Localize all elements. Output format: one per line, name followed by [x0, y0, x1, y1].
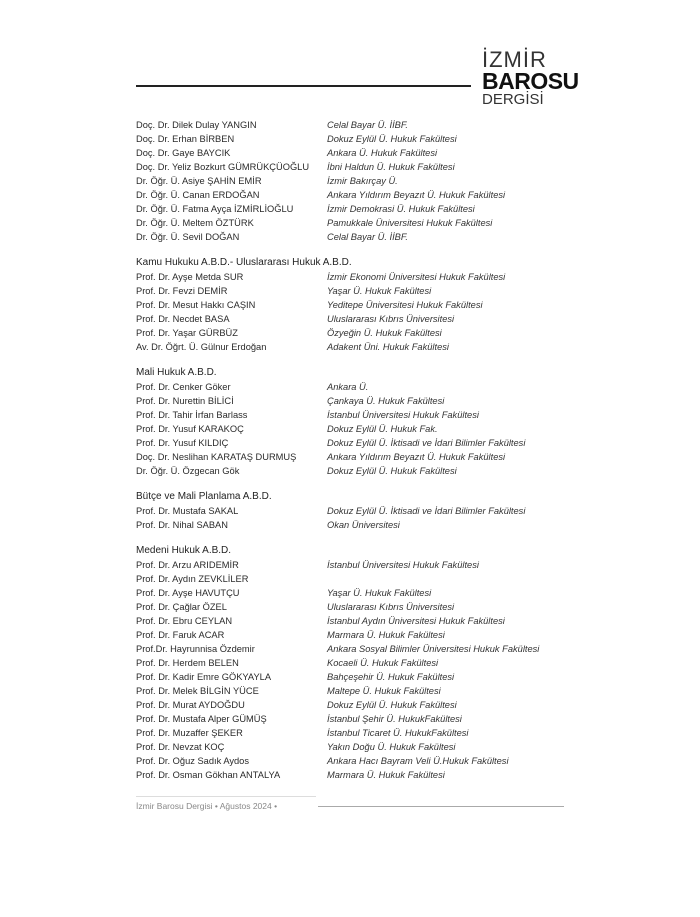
member-institution: Yaşar Ü. Hukuk Fakültesi	[327, 588, 432, 598]
member-institution: Maltepe Ü. Hukuk Fakültesi	[327, 686, 441, 696]
section-heading: Mali Hukuk A.B.D.	[136, 367, 217, 378]
member-institution: Dokuz Eylül Ü. Hukuk Fak.	[327, 424, 438, 434]
member-name: Prof. Dr. Ayşe Metda SUR	[136, 272, 244, 282]
member-institution: Çankaya Ü. Hukuk Fakültesi	[327, 396, 445, 406]
member-institution: Ankara Sosyal Bilimler Üniversitesi Hukuk Fakültesi	[327, 644, 540, 654]
footer-rule	[318, 806, 564, 807]
list-item	[136, 740, 576, 754]
member-name: Prof. Dr. Tahir İrfan Barlass	[136, 410, 248, 420]
member-institution: Dokuz Eylül Ü. İktisadi ve İdari Bilimler Fakültesi	[327, 438, 526, 448]
member-name: Prof. Dr. Necdet BASA	[136, 314, 230, 324]
member-name: Prof. Dr. Muzaffer ŞEKER	[136, 728, 243, 738]
list-item	[136, 464, 576, 478]
member-name: Doç. Dr. Gaye BAYCIK	[136, 148, 231, 158]
list-item	[136, 558, 576, 572]
member-institution: Ankara Ü.	[327, 382, 369, 392]
member-name: Doç. Dr. Yeliz Bozkurt GÜMRÜKÇÜOĞLU	[136, 162, 310, 172]
member-name: Doç. Dr. Neslihan KARATAŞ DURMUŞ	[136, 452, 297, 462]
member-institution: İzmir Ekonomi Üniversitesi Hukuk Fakültesi	[327, 272, 506, 282]
member-name: Prof. Dr. Faruk ACAR	[136, 630, 225, 640]
member-institution: Ankara Hacı Bayram Veli Ü.Hukuk Fakültesi	[327, 756, 509, 766]
member-institution: Uluslararası Kıbrıs Üniversitesi	[327, 602, 455, 612]
member-name: Prof. Dr. Mustafa SAKAL	[136, 506, 239, 516]
member-institution: Ankara Yıldırım Beyazıt Ü. Hukuk Fakültesi	[327, 452, 506, 462]
editorial-board-list	[136, 118, 576, 782]
member-name: Prof. Dr. Cenker Göker	[136, 382, 231, 392]
member-name: Prof. Dr. Murat AYDOĞDU	[136, 700, 245, 710]
member-institution: Yeditepe Üniversitesi Hukuk Fakültesi	[327, 300, 483, 310]
list-item	[136, 146, 576, 160]
member-name: Prof. Dr. Herdem BELEN	[136, 658, 239, 668]
member-name: Prof. Dr. Nurettin BİLİCİ	[136, 396, 234, 406]
member-institution: Adakent Üni. Hukuk Fakültesi	[327, 342, 449, 352]
member-institution: Kocaeli Ü. Hukuk Fakültesi	[327, 658, 439, 668]
list-item	[136, 698, 576, 712]
list-item	[136, 298, 576, 312]
list-item	[136, 326, 576, 340]
member-name: Prof. Dr. Kadir Emre GÖKYAYLA	[136, 672, 272, 682]
member-name: Prof. Dr. Mesut Hakkı CAŞIN	[136, 300, 256, 310]
list-item	[136, 670, 576, 684]
section-heading: Kamu Hukuku A.B.D.- Uluslararası Hukuk A.B.D.	[136, 257, 352, 268]
list-item	[136, 340, 576, 354]
list-item	[136, 408, 576, 422]
member-institution: Celal Bayar Ü. İİBF.	[327, 120, 408, 130]
member-institution: Dokuz Eylül Ü. Hukuk Fakültesi	[327, 700, 457, 710]
member-institution: İbni Haldun Ü. Hukuk Fakültesi	[327, 162, 455, 172]
logo-line-dergisi: DERGİSİ	[482, 91, 544, 108]
member-institution: İstanbul Üniversitesi Hukuk Fakültesi	[327, 410, 479, 420]
list-item	[136, 380, 576, 394]
member-name: Prof. Dr. Mustafa Alper GÜMÜŞ	[136, 714, 267, 724]
member-institution: Ankara Yıldırım Beyazıt Ü. Hukuk Fakültesi	[327, 190, 506, 200]
section-heading: Medeni Hukuk A.B.D.	[136, 545, 232, 556]
list-item	[136, 754, 576, 768]
member-name: Prof. Dr. Yusuf KARAKOÇ	[136, 424, 244, 434]
list-item	[136, 132, 576, 146]
list-item	[136, 684, 576, 698]
footer-rule-left	[136, 796, 316, 797]
list-item	[136, 436, 576, 450]
list-item	[136, 628, 576, 642]
member-institution: Marmara Ü. Hukuk Fakültesi	[327, 630, 445, 640]
member-name: Prof. Dr. Osman Gökhan ANTALYA	[136, 770, 281, 780]
member-institution: Dokuz Eylül Ü. Hukuk Fakültesi	[327, 466, 457, 476]
list-item	[136, 712, 576, 726]
logo-line-izmir: İZMİR	[482, 47, 547, 72]
member-institution: Okan Üniversitesi	[327, 520, 400, 530]
list-item	[136, 450, 576, 464]
list-item	[136, 614, 576, 628]
member-institution: İstanbul Şehir Ü. HukukFakültesi	[327, 714, 462, 724]
member-institution: Ankara Ü. Hukuk Fakültesi	[327, 148, 438, 158]
member-institution: Dokuz Eylül Ü. Hukuk Fakültesi	[327, 134, 457, 144]
list-item	[136, 202, 576, 216]
header-rule	[136, 85, 471, 87]
list-item	[136, 600, 576, 614]
member-name: Dr. Öğr. Ü. Asiye ŞAHİN EMİR	[136, 176, 262, 186]
list-item	[136, 160, 576, 174]
member-name: Doç. Dr. Erhan BİRBEN	[136, 134, 235, 144]
section-heading: Bütçe ve Mali Planlama A.B.D.	[136, 491, 272, 502]
list-item	[136, 768, 576, 782]
member-name: Dr. Öğr. Ü. Meltem ÖZTÜRK	[136, 218, 254, 228]
member-name: Dr. Öğr. Ü. Canan ERDOĞAN	[136, 190, 260, 200]
list-item	[136, 518, 576, 532]
list-item	[136, 656, 576, 670]
list-item	[136, 188, 576, 202]
member-name: Prof. Dr. Aydın ZEVKLİLER	[136, 574, 249, 584]
member-institution: Yakın Doğu Ü. Hukuk Fakültesi	[327, 742, 456, 752]
list-item	[136, 642, 576, 656]
member-name: Av. Dr. Öğrt. Ü. Gülnur Erdoğan	[136, 342, 267, 352]
list-item	[136, 726, 576, 740]
journal-logo	[482, 47, 579, 108]
member-name: Dr. Öğr. Ü. Fatma Ayça İZMİRLİOĞLU	[136, 204, 294, 214]
member-name: Prof. Dr. Melek BİLGİN YÜCE	[136, 686, 259, 696]
member-name: Prof. Dr. Nihal SABAN	[136, 520, 228, 530]
member-name: Prof. Dr. Oğuz Sadık Aydos	[136, 756, 249, 766]
member-institution: Dokuz Eylül Ü. İktisadi ve İdari Bilimler Fakültesi	[327, 506, 526, 516]
member-name: Dr. Öğr. Ü. Sevil DOĞAN	[136, 232, 240, 242]
member-institution: Pamukkale Üniversitesi Hukuk Fakültesi	[327, 218, 493, 228]
member-name: Prof. Dr. Yusuf KILDIÇ	[136, 438, 229, 448]
member-name: Prof. Dr. Fevzi DEMİR	[136, 286, 228, 296]
member-institution: İstanbul Üniversitesi Hukuk Fakültesi	[327, 560, 479, 570]
member-institution: İzmir Bakırçay Ü.	[327, 176, 398, 186]
member-institution: Marmara Ü. Hukuk Fakültesi	[327, 770, 445, 780]
list-item	[136, 312, 576, 326]
member-name: Prof. Dr. Arzu ARIDEMİR	[136, 560, 239, 570]
list-item	[136, 504, 576, 518]
member-institution: İstanbul Ticaret Ü. HukukFakültesi	[327, 728, 469, 738]
member-institution: Bahçeşehir Ü. Hukuk Fakültesi	[327, 672, 455, 682]
member-institution: İstanbul Aydın Üniversitesi Hukuk Fakültesi	[327, 616, 505, 626]
member-name: Doç. Dr. Dilek Dulay YANGIN	[136, 120, 257, 130]
member-institution: Yaşar Ü. Hukuk Fakültesi	[327, 286, 432, 296]
list-item	[136, 284, 576, 298]
member-name: Prof. Dr. Nevzat KOÇ	[136, 742, 225, 752]
list-item	[136, 572, 576, 586]
list-item	[136, 394, 576, 408]
list-item	[136, 586, 576, 600]
member-name: Prof. Dr. Ebru CEYLAN	[136, 616, 233, 626]
member-institution: Özyeğin Ü. Hukuk Fakültesi	[327, 328, 442, 338]
member-name: Prof. Dr. Çağlar ÖZEL	[136, 602, 227, 612]
list-item	[136, 174, 576, 188]
member-institution: İzmir Demokrasi Ü. Hukuk Fakültesi	[327, 204, 475, 214]
page-footer: İzmir Barosu Dergisi • Ağustos 2024 •	[136, 801, 278, 811]
member-name: Prof. Dr. Yaşar GÜRBÜZ	[136, 328, 238, 338]
member-name: Prof. Dr. Ayşe HAVUTÇU	[136, 588, 240, 598]
member-name: Dr. Öğr. Ü. Özgecan Gök	[136, 466, 240, 476]
list-item	[136, 230, 576, 244]
member-institution: Celal Bayar Ü. İİBF.	[327, 232, 408, 242]
member-institution: Uluslararası Kıbrıs Üniversitesi	[327, 314, 455, 324]
logo-line-barosu: BAROSU	[482, 68, 579, 94]
list-item	[136, 216, 576, 230]
list-item	[136, 270, 576, 284]
list-item	[136, 422, 576, 436]
member-name: Prof.Dr. Hayrunnisa Özdemir	[136, 644, 255, 654]
list-item	[136, 118, 576, 132]
